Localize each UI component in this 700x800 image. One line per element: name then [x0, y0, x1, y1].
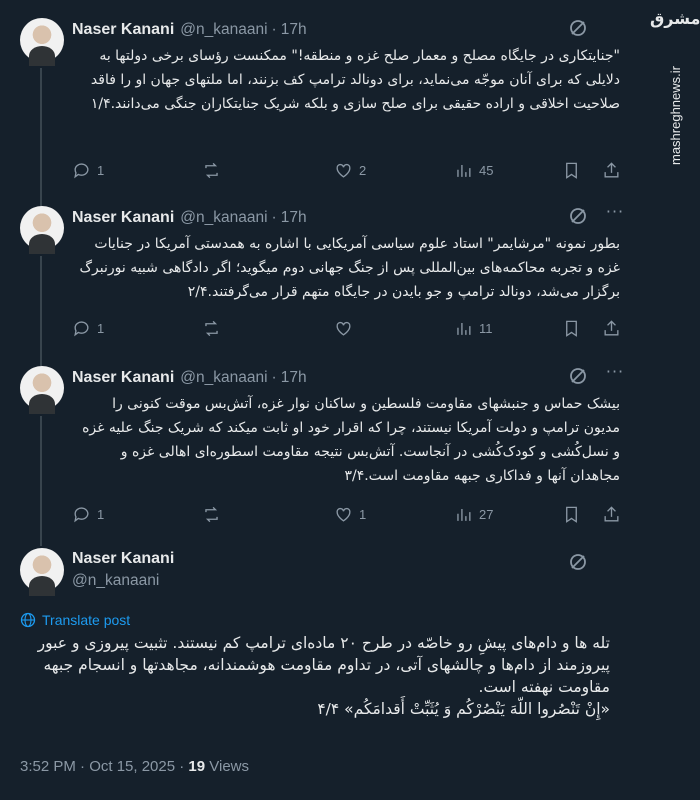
views-button[interactable]	[454, 316, 493, 340]
grok-icon[interactable]	[568, 18, 588, 38]
thread-line	[40, 416, 42, 546]
tweet-text: بطور نمونه "مرشایمر" استاد علوم سیاسی آمریکایی با اشاره به همدستی آمریکا در جنایات غزه و تجربه محاکمه‌های بین‌المللی پس از جنگ جهانی دوم میگوید؛ اگر دادگاهی شبیه نورنبرگ برگزار می‌شد، دونالد ترامپ و جو بایدن در جایگاه متهم قرار می‌گرفتند.۲/۴	[79, 236, 620, 300]
avatar[interactable]	[20, 206, 64, 250]
author-block	[72, 550, 174, 590]
avatar[interactable]	[20, 366, 64, 410]
analytics-icon	[454, 505, 473, 524]
share-icon	[602, 161, 621, 180]
share-button[interactable]	[602, 502, 627, 526]
thread-line	[40, 256, 42, 366]
author-name[interactable]: Naser Kanani	[72, 209, 175, 226]
analytics-icon	[454, 161, 473, 180]
heart-icon	[334, 161, 353, 180]
avatar[interactable]	[20, 18, 64, 62]
more-options-icon[interactable]: ···	[605, 202, 625, 221]
share-icon	[602, 319, 621, 338]
author-handle[interactable]: @n_kanaani	[180, 209, 268, 226]
translate-label: Translate post	[42, 612, 131, 628]
view-count: 45	[479, 162, 494, 178]
tweet-actions	[72, 316, 620, 340]
like-button[interactable]	[334, 158, 366, 182]
author-handle[interactable]: @n_kanaani	[180, 369, 268, 386]
watermark-logo: مشرق	[650, 9, 700, 28]
tweet-2[interactable]	[0, 202, 650, 366]
tweet-header	[72, 368, 620, 388]
tweet-actions	[72, 158, 620, 182]
views-count: 19	[188, 758, 206, 775]
tweet-actions	[72, 502, 620, 526]
watermark	[650, 0, 700, 800]
view-count: 11	[479, 320, 493, 336]
globe-icon	[20, 612, 36, 628]
separator-dot: ·	[271, 21, 277, 38]
more-options-icon[interactable]: ···	[605, 362, 625, 381]
reply-icon	[72, 505, 91, 524]
like-count: 1	[359, 506, 367, 522]
author-name[interactable]: Naser Kanani	[72, 369, 175, 386]
grok-icon[interactable]	[568, 366, 588, 386]
bookmark-icon	[562, 505, 581, 524]
bookmark-button[interactable]	[562, 158, 587, 182]
post-time[interactable]: 17h	[280, 209, 307, 226]
reply-button[interactable]	[72, 502, 104, 526]
reply-button[interactable]	[72, 316, 104, 340]
separator-dot: ·	[271, 209, 277, 226]
author-name[interactable]: Naser Kanani	[72, 550, 175, 567]
views-button[interactable]	[454, 158, 493, 182]
reply-icon	[72, 319, 91, 338]
bookmark-icon	[562, 161, 581, 180]
like-count: 2	[359, 162, 367, 178]
separator-dot: ·	[271, 369, 277, 386]
post-timestamp[interactable]: 3:52 PM · Oct 15, 2025 ·	[20, 758, 189, 775]
view-count: 27	[479, 506, 494, 522]
share-button[interactable]	[602, 316, 627, 340]
author-handle[interactable]: @n_kanaani	[72, 572, 160, 589]
post-time[interactable]: 17h	[280, 369, 307, 386]
grok-icon[interactable]	[568, 552, 588, 572]
like-button[interactable]	[334, 502, 366, 526]
share-button[interactable]	[602, 158, 627, 182]
author-handle[interactable]: @n_kanaani	[180, 21, 268, 38]
main-tweet-text: تله ها و دام‌های پیشِ رو خاصّه در طرح ۲۰ ماده‌ای ترامپ کم نیستند. تثبیت پیروزی و عبور پیروزمند از دام‌ها و چالشهای آتی، در تداوم مقاومت هوشمندانه، مجاهدتها و انسجام جبهه مقاومت نهفته است. «إِنْ تَنْصُروا اللّهَ یَنْصُرْکُم وَ یُثَبِّتْ أَقدامَکُم» ۴/۴	[37, 634, 610, 718]
tweet-header	[72, 208, 620, 228]
tweet-text: "جنایتکاری در جایگاه مصلح و معمار صلح غزه و منطقه!" ممکنست رؤسای برخی دولتها به دلایلی که برای آنان موجّه می‌نماید، برای دونالد ترامپ کف بزنند، اما ملتهای جهان او را فاقد صلاحیت اخلاقی و اراده حقیقی برای صلح سازی و بلکه شریک جنایتکاران جنگی می‌دانند.۱/۴	[90, 48, 620, 112]
post-time[interactable]: 17h	[280, 21, 307, 38]
repost-button[interactable]	[202, 158, 227, 182]
analytics-icon	[454, 319, 473, 338]
reply-count: 1	[97, 320, 105, 336]
tweet-3[interactable]	[0, 362, 650, 536]
bookmark-icon	[562, 319, 581, 338]
reply-button[interactable]	[72, 158, 104, 182]
bookmark-button[interactable]	[562, 316, 587, 340]
tweet-text: بیشک حماس و جنبشهای مقاومت فلسطین و ساکنان نوار غزه، آتش‌بس موقت کنونی را مدیون ترامپ و دولت آمریکا نیستند، چرا که اقرار خود او ثابت میکند که شریک جنگ علیه غزه و نسل‌کُشی و کودک‌کُشی در آنجاست. آتش‌بس نتیجه مقاومت اسطوره‌ای اهالی غزه و مجاهدان آنها و فداکاری جبهه مقاومت است.۳/۴	[82, 396, 620, 484]
thread-line	[40, 68, 42, 208]
repost-icon	[202, 505, 221, 524]
translate-post-link[interactable]	[20, 612, 130, 628]
grok-icon[interactable]	[568, 206, 588, 226]
repost-icon	[202, 161, 221, 180]
reply-count: 1	[97, 162, 105, 178]
post-meta-footer	[20, 758, 249, 775]
views-label: Views	[205, 758, 250, 775]
watermark-url: mashreghnews.ir	[668, 66, 683, 165]
reply-icon	[72, 161, 91, 180]
heart-icon	[334, 319, 353, 338]
share-icon	[602, 505, 621, 524]
repost-button[interactable]	[202, 502, 227, 526]
like-button[interactable]	[334, 316, 359, 340]
heart-icon	[334, 505, 353, 524]
tweet-1[interactable]	[0, 18, 650, 198]
tweet-header	[72, 20, 620, 40]
bookmark-button[interactable]	[562, 502, 587, 526]
avatar[interactable]	[20, 548, 64, 592]
views-button[interactable]	[454, 502, 493, 526]
author-name[interactable]: Naser Kanani	[72, 21, 175, 38]
reply-count: 1	[97, 506, 105, 522]
repost-icon	[202, 319, 221, 338]
repost-button[interactable]	[202, 316, 227, 340]
